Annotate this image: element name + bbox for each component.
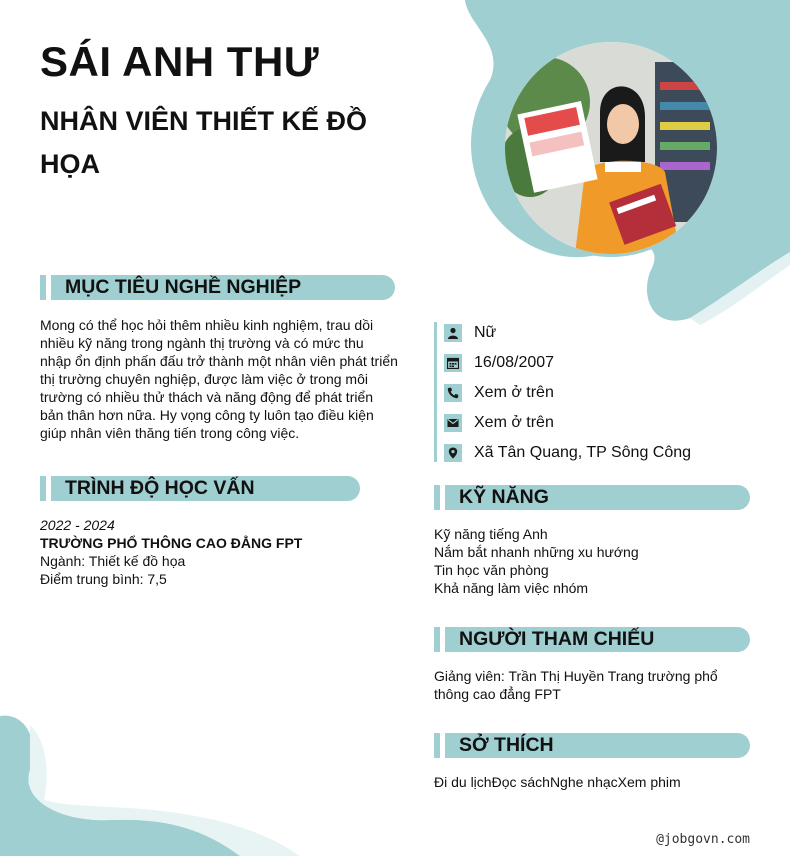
phone-text: Xem ở trên [474,384,554,401]
references-heading: NGƯỜI THAM CHIẾU [459,628,655,650]
contact-birthday [444,348,554,378]
heading-gap [46,275,51,300]
hobbies-heading-bar [434,733,750,758]
education-heading-bar [40,476,360,501]
skill-item: Kỹ năng tiếng Anh [434,526,548,542]
contact-address [444,438,691,468]
footer-watermark: @jobgovn.com [656,832,750,847]
references-heading-bar [434,627,750,652]
references-text: Giảng viên: Trần Thị Huyền Trang trường phổ thông cao đẳng FPT [434,668,718,702]
skill-item: Nắm bắt nhanh những xu hướng [434,544,639,560]
heading-gap [440,485,445,510]
hobbies-heading: SỞ THÍCH [459,734,554,756]
contact-phone [444,378,554,408]
education-major: Ngành: Thiết kế đồ họa [40,553,186,569]
job-title: NHÂN VIÊN THIẾT KẾ ĐỒ HỌA [40,106,368,179]
contact-gender [444,318,496,348]
address-text: Xã Tân Quang, TP Sông Công [474,444,692,461]
objective-text: Mong có thể học hỏi thêm nhiều kinh nghiệm, trau dồi nhiều kỹ năng trong ngành thị trường và có mức thu nhập ổn định phấn đấu trở thành một nhân viên phát triển thị trường chuyên nghiệp, được làm việc ở trong môi trường có nhiều thử thách và năng động để phát triển bản thân hơn nữa. Hy vọng công ty luôn tạo điều kiện giúp nhân viên thăng tiến trong công việc. [40,317,398,441]
education-gpa: Điểm trung bình: 7,5 [40,571,167,587]
calendar-icon [444,354,462,372]
candidate-name: SÁI ANH THƯ [40,38,320,85]
education-period: 2022 - 2024 [40,517,115,533]
skill-item: Tin học văn phòng [434,562,549,578]
email-text: Xem ở trên [474,414,554,431]
mail-icon [444,414,462,432]
person-icon [444,324,462,342]
avatar-photo [505,42,717,254]
heading-gap [46,476,51,501]
skills-heading-bar [434,485,750,510]
location-icon [444,444,462,462]
hobbies-text: Đi du lịchĐọc sáchNghe nhạcXem phim [434,774,681,790]
birthday-text: 16/08/2007 [474,354,555,371]
avatar [502,39,720,257]
contact-divider [434,322,437,462]
gender-text: Nữ [474,324,497,341]
heading-gap [440,733,445,758]
skill-item: Khả năng làm việc nhóm [434,580,589,596]
education-school: TRƯỜNG PHỔ THÔNG CAO ĐẲNG FPT [40,535,303,551]
heading-gap [440,627,445,652]
education-heading: TRÌNH ĐỘ HỌC VẤN [65,477,255,499]
contact-email [444,408,554,438]
objective-heading: MỤC TIÊU NGHỀ NGHIỆP [65,276,302,298]
objective-heading-bar [40,275,395,300]
skills-heading: KỸ NĂNG [459,486,549,508]
phone-icon [444,384,462,402]
